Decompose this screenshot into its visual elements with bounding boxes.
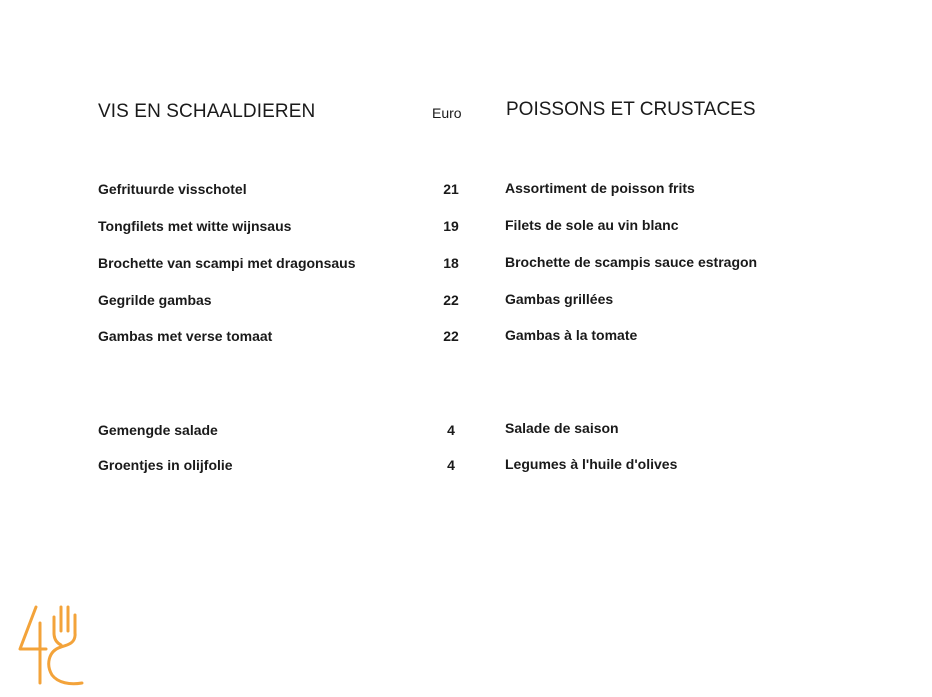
menu-row	[0, 181, 932, 201]
dish-name-nl: Gemengde salade	[98, 422, 218, 438]
dish-name-nl: Groentjes in olijfolie	[98, 457, 233, 473]
dish-name-fr: Legumes à l'huile d'olives	[505, 456, 678, 472]
menu-row	[0, 457, 932, 477]
dish-price: 19	[443, 218, 459, 234]
menu-row	[0, 255, 932, 275]
dish-name-nl: Gefrituurde visschotel	[98, 181, 247, 197]
dish-name-fr: Gambas grillées	[505, 291, 614, 307]
currency-label: Euro	[432, 105, 462, 121]
fork-logo-icon	[16, 603, 90, 687]
menu-row	[0, 422, 932, 442]
dish-name-nl: Gegrilde gambas	[98, 292, 212, 308]
dish-name-nl: Tongfilets met witte wijnsaus	[98, 218, 292, 234]
menu-row	[0, 292, 932, 312]
french-section-title: POISSONS ET CRUSTACES	[506, 99, 756, 120]
dish-price: 4	[447, 457, 455, 473]
dish-name-fr: Assortiment de poisson frits	[505, 180, 695, 196]
menu-row	[0, 328, 932, 348]
dish-name-fr: Gambas à la tomate	[505, 327, 638, 343]
dish-price: 22	[443, 328, 459, 344]
dutch-section-title: VIS EN SCHAALDIEREN	[98, 101, 316, 122]
dish-name-fr: Brochette de scampis sauce estragon	[505, 254, 758, 270]
dish-price: 22	[443, 292, 459, 308]
dish-name-nl: Brochette van scampi met dragonsaus	[98, 255, 356, 271]
dish-price: 4	[447, 422, 455, 438]
dish-price: 21	[443, 181, 459, 197]
dish-name-nl: Gambas met verse tomaat	[98, 328, 273, 344]
dish-name-fr: Filets de sole au vin blanc	[505, 217, 679, 233]
dish-name-fr: Salade de saison	[505, 420, 619, 436]
dish-price: 18	[443, 255, 459, 271]
menu-row	[0, 218, 932, 238]
